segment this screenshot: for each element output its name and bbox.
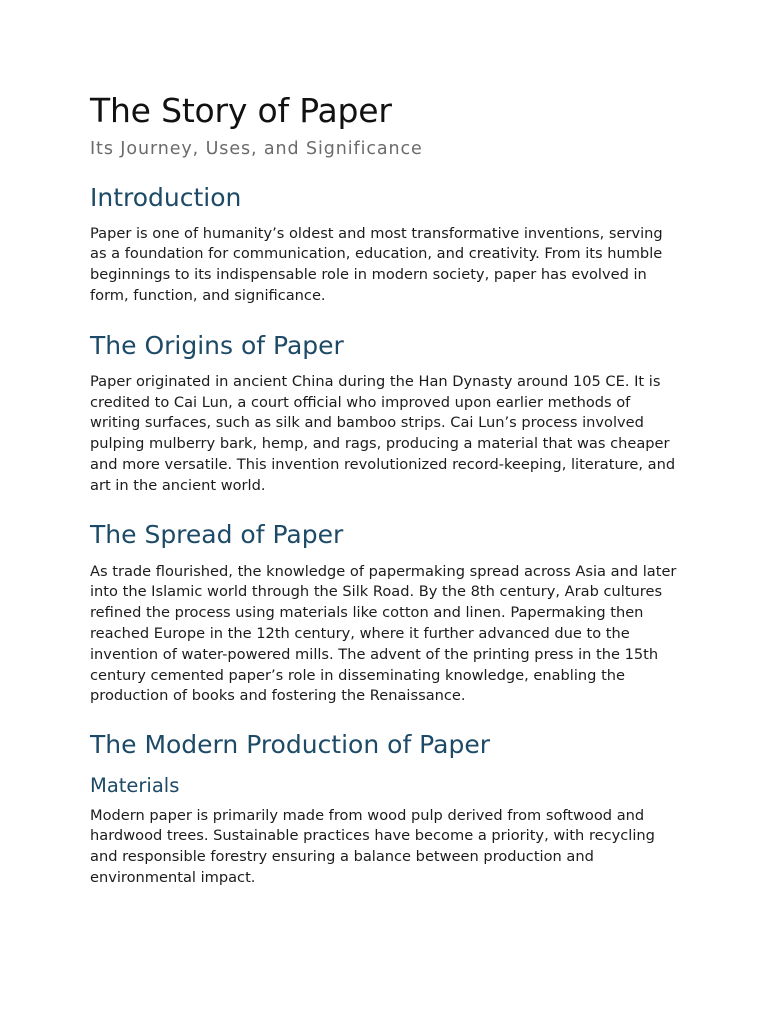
section-heading-modern-production: The Modern Production of Paper xyxy=(90,730,490,760)
section-heading-introduction: Introduction xyxy=(90,182,242,212)
document-subtitle: Its Journey, Uses, and Significance xyxy=(90,138,423,159)
paragraph-materials: Modern paper is primarily made from wood pulp derived from softwood and hardwood trees. Sustainable practices have become a priority, with recycling and responsible forestry ensuring a balance between production and environmental impact. xyxy=(90,806,655,887)
section-introduction xyxy=(90,183,678,307)
section-spread xyxy=(90,520,678,708)
subsection-heading-materials: Materials xyxy=(90,774,180,798)
section-origins xyxy=(90,331,678,497)
paragraph-origins: Paper originated in ancient China during the Han Dynasty around 105 CE. It is credited to Cai Lun, a court official who improved upon earlier methods of writing surfaces, such as silk and bamboo strips. Cai Lun’s process involved pulping mulberry bark, hemp, and rags, producing a material that was cheaper and more versatile. This invention revolutionized record-keeping, literature, and art in the ancient world. xyxy=(90,372,676,494)
section-heading-spread: The Spread of Paper xyxy=(90,519,344,549)
paragraph-spread: As trade flourished, the knowledge of papermaking spread across Asia and later into the Islamic world through the Silk Road. By the 8th century, Arab cultures refined the process using materials like cotton and linen. Papermaking then reached Europe in the 12th century, where it further advanced due to the invention of water-powered mills. The advent of the printing press in the 15th century cemented paper’s role in disseminating knowledge, enabling the production of books and fostering the Renaissance. xyxy=(90,562,677,705)
section-modern-production xyxy=(90,730,678,889)
paragraph-introduction: Paper is one of humanity’s oldest and most transformative inventions, serving as a foundation for communication, education, and creativity. From its humble beginnings to its indispensable role in modern society, paper has evolved in form, function, and significance. xyxy=(90,224,663,305)
document-title: The Story of Paper xyxy=(90,91,392,130)
section-heading-origins: The Origins of Paper xyxy=(90,330,344,360)
subsection-materials xyxy=(90,774,678,889)
